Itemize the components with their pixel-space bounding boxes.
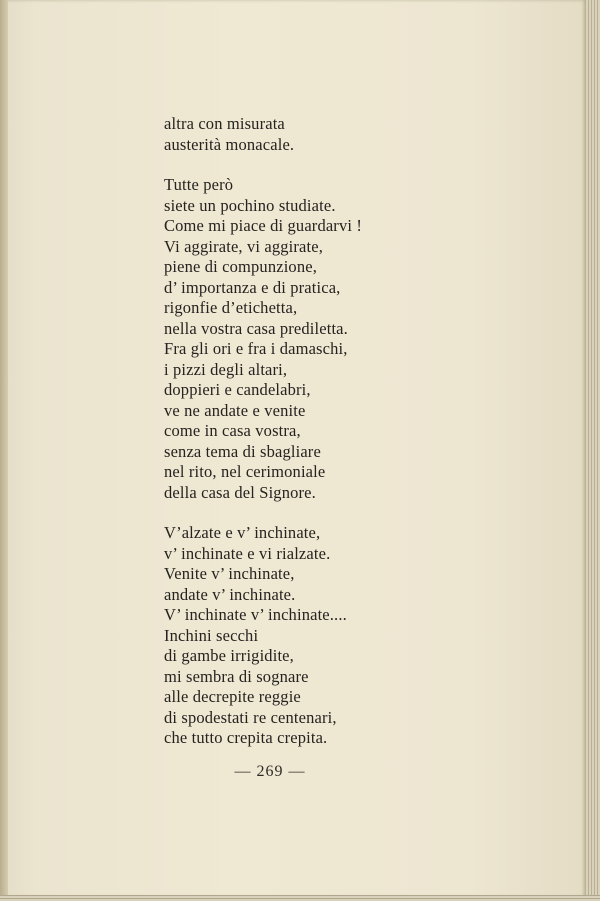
poem-line: alle decrepite reggie	[164, 687, 301, 706]
poem-text	[164, 114, 362, 769]
stanza-2	[164, 175, 362, 503]
poem-line: rigonfie d’etichetta,	[164, 298, 298, 317]
poem-line: piene di compunzione,	[164, 257, 317, 276]
poem-line: nella vostra casa prediletta.	[164, 318, 348, 338]
stanza-3	[164, 523, 362, 749]
page-bottom-edge	[0, 895, 600, 901]
poem-line: come in casa vostra,	[164, 421, 301, 440]
poem-line: di gambe irrigidite,	[164, 646, 294, 665]
poem-line: austerità monacale.	[164, 134, 295, 154]
page-number: — 269 —	[234, 763, 306, 780]
poem-line: di spodestati re centenari,	[164, 707, 337, 727]
poem-line: d’ importanza e di pratica,	[164, 277, 341, 297]
poem-line: ve ne andate e venite	[164, 400, 306, 420]
poem-line: Vi aggirate, vi aggirate,	[164, 236, 323, 256]
poem-line: doppieri e candelabri,	[164, 380, 311, 399]
poem-line: V’alzate e v’ inchinate,	[164, 523, 321, 542]
poem-line: mi sembra di sognare	[164, 666, 309, 686]
page-stack-edge	[586, 0, 600, 901]
poem-line: Inchini secchi	[164, 625, 259, 645]
poem-line: che tutto crepita crepita.	[164, 728, 328, 747]
poem-line: Tutte però	[164, 175, 234, 194]
poem-line: andate v’ inchinate.	[164, 584, 296, 604]
poem-line: della casa del Signore.	[164, 482, 316, 502]
poem-line: Fra gli ori e fra i damaschi,	[164, 339, 348, 358]
poem-line: altra con misurata	[164, 114, 285, 133]
stanza-1	[164, 114, 362, 155]
poem-line: nel rito, nel cerimoniale	[164, 462, 326, 481]
poem-line: V’ inchinate v’ inchinate....	[164, 605, 347, 624]
poem-line: senza tema di sbagliare	[164, 441, 321, 461]
poem-line: v’ inchinate e vi rialzate.	[164, 543, 331, 563]
poem-line: Venite v’ inchinate,	[164, 564, 295, 583]
poem-line: Come mi piace di guardarvi !	[164, 216, 363, 235]
poem-line: siete un pochino studiate.	[164, 195, 336, 215]
poem-line: i pizzi degli altari,	[164, 359, 288, 379]
